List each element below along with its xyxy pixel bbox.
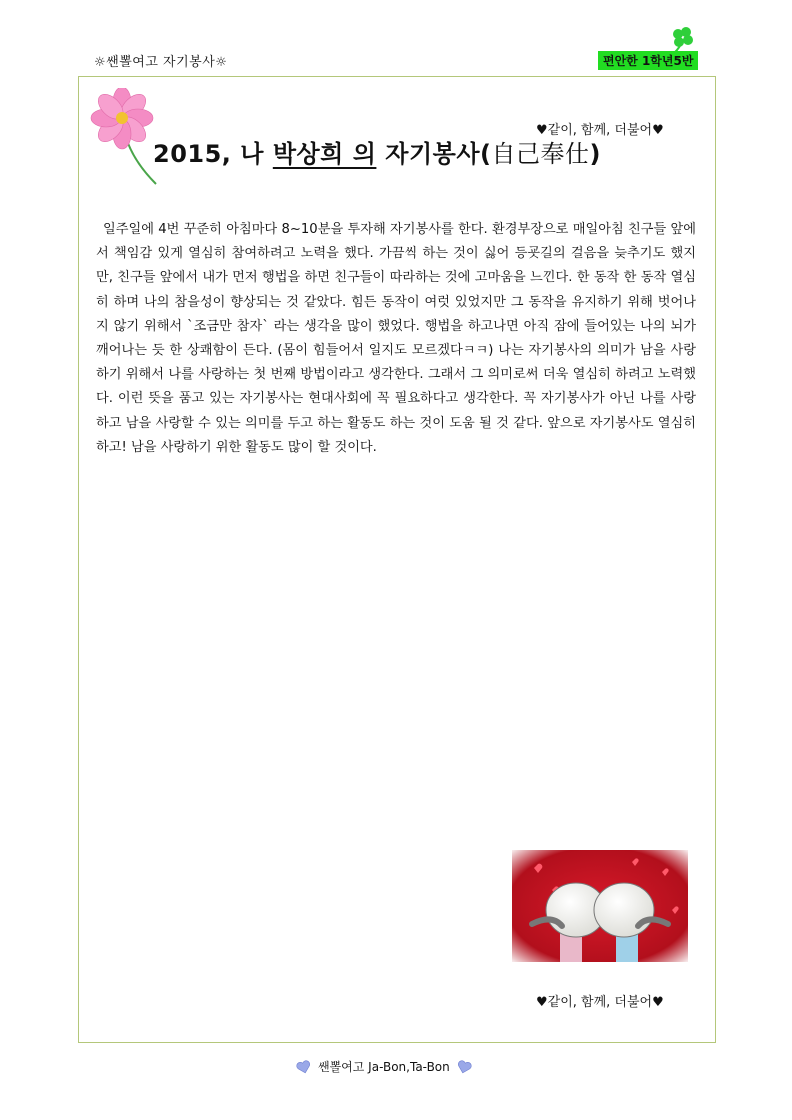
- essay-paragraph: 일주일에 4번 꾸준히 아침마다 8~10분을 투자해 자기봉사를 한다. 환경부장으로 매일아침 친구들 앞에서 책임감 있게 열심히 참여하려고 노력을 했다. 가끔씩 하는 것이 싫어 등굣길의 걸음을 늦추기도 했지만, 친구들 앞에서 내가 먼저 행법을 하면 친구들이 따라하는 것에 고마움을 느낀다. 한 동작 한 동작 열심히 하며 나의 참을성이 향상되는 것 같았다. 힘든 동작이 여럿 있었지만 그 동작을 유지하기 위해 벗어나지 않기 위해서 `조금만 참자` 라는 생각을 많이 했었다. 행법을 하고나면 아직 잠에 들어있는 나의 뇌가 깨어나는 듯 한 상쾌함이 든다. (몸이 힘들어서 일지도 모르겠다ㅋㅋ) 나는 자기봉사의 의미가 남을 사랑하기 위해서 나를 사랑하는 첫 번째 방법이라고 생각한다. 그래서 그 의미로써 더욱 열심히 하려고 노력했다. 이런 뜻을 품고 있는 자기봉사는 현대사회에 꼭 필요하다고 생각한다. 꼭 자기봉사가 아닌 나를 사랑하고 남을 사랑할 수 있는 의미를 두고 하는 활동도 하는 것이 도움 될 것 같다. 앞으로 자기봉사도 열심히 하고! 남을 사랑하기 위한 활동도 많이 할 것이다.: [96, 222, 696, 455]
- title-close: ): [589, 140, 601, 168]
- footer-text: 쌘뽈여고 Ja-Bon,Ta-Bon: [318, 1060, 450, 1074]
- footer: [296, 1058, 472, 1075]
- heart-icon: [456, 1060, 472, 1074]
- title-prefix: 2015, 나: [153, 140, 273, 168]
- page-title: [153, 134, 601, 169]
- class-label: 편안한 1학년5반: [598, 51, 698, 70]
- clover-icon: [668, 26, 698, 54]
- title-hanja: 自己奉仕: [491, 140, 590, 168]
- hugging-couple-photo: [512, 850, 688, 962]
- header-school-title: ☼쌘뽈여고 자기봉사☼: [94, 55, 228, 70]
- heart-icon: [296, 1060, 312, 1074]
- title-suffix: 자기봉사(: [376, 140, 492, 168]
- essay-body: [96, 218, 696, 460]
- title-student-name: 박상희 의: [272, 140, 377, 168]
- tagline-top: ♥같이, 함께, 더불어♥: [536, 123, 664, 138]
- tagline-bottom: ♥같이, 함께, 더불어♥: [536, 995, 664, 1010]
